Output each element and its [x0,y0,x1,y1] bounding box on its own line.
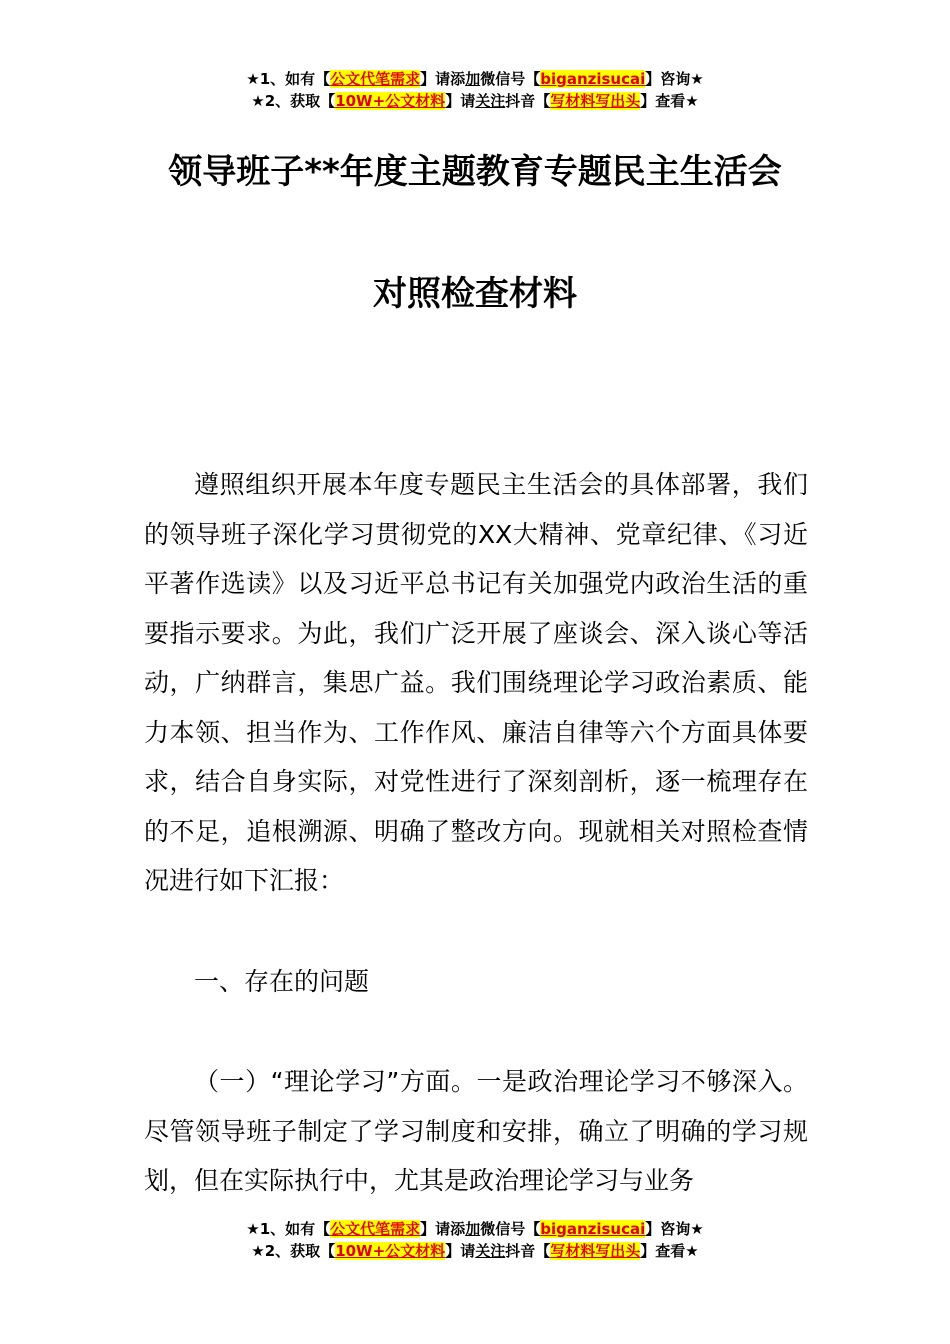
banner-text: 】请添 [420,1220,466,1238]
banner-highlight: biganzisucai [540,1220,646,1238]
document-subtitle: 对照检查材料 [373,274,577,314]
banner-highlight: 10W+公文材料 [335,92,446,110]
banner-text: 抖音【 [505,1242,551,1260]
banner-highlight: 公文代笔需求 [330,1220,421,1238]
section-paragraph: （一）“理论学习”方面。一是政治理论学习不够深入。尽管领导班子制定了学习制度和安排，确立了明确的学习规划，但在实际执行中，尤其是政治理论学习与业务 [144,1067,808,1195]
banner-text: 】请 [445,1242,476,1260]
banner-text: ★2、获取【 [251,92,336,110]
banner-text: 关注 [475,1242,506,1260]
banner-text: 加 [465,70,481,88]
banner-highlight: 公文代笔需求 [330,70,421,88]
banner-text: ★1、如有【 [246,1220,331,1238]
banner-text: 】查看★ [640,92,699,110]
banner-text: 】请添 [420,70,466,88]
banner-text: 微信号【 [480,1220,541,1238]
banner-text: ★1、如有【 [246,70,331,88]
banner-text: 】查看★ [640,1242,699,1260]
document-title: 领导班子**年度主题教育专题民主生活会 [168,152,782,192]
banner-highlight: 10W+公文材料 [335,1242,446,1260]
banner-highlight: biganzisucai [540,70,646,88]
header-banner [0,68,950,112]
banner-highlight: 写材料写出头 [550,1242,641,1260]
banner-text: 抖音【 [505,92,551,110]
banner-text: 关注 [475,92,506,110]
banner-text: 加 [465,1220,481,1238]
banner-text: 微信号【 [480,70,541,88]
footer-banner [0,1218,950,1262]
intro-paragraph: 遵照组织开展本年度专题民主生活会的具体部署，我们的领导班子深化学习贯彻党的XX大精神、党章纪律、《习近平著作选读》以及习近平总书记有关加强党内政治生活的重要指示要求。为此，我们广泛开展了座谈会、深入谈心等活动，广纳群言，集思广益。我们围绕理论学习政治素质、能力本领、担当作为、工作作风、廉洁自律等六个方面具体要求，结合自身实际，对党性进行了深刻剖析，逐一梳理存在的不足，追根溯源、明确了整改方向。现就相关对照检查情况进行如下汇报： [144,470,808,895]
banner-highlight: 写材料写出头 [550,92,641,110]
banner-text: 】咨询★ [645,70,704,88]
banner-line-2 [0,1240,950,1262]
banner-line-2 [0,90,950,112]
banner-text: 】咨询★ [645,1220,704,1238]
section-heading: 一、存在的问题 [194,967,370,996]
banner-text: ★2、获取【 [251,1242,336,1260]
banner-text: 】请 [445,92,476,110]
banner-line-1 [0,1218,950,1240]
banner-line-1 [0,68,950,90]
